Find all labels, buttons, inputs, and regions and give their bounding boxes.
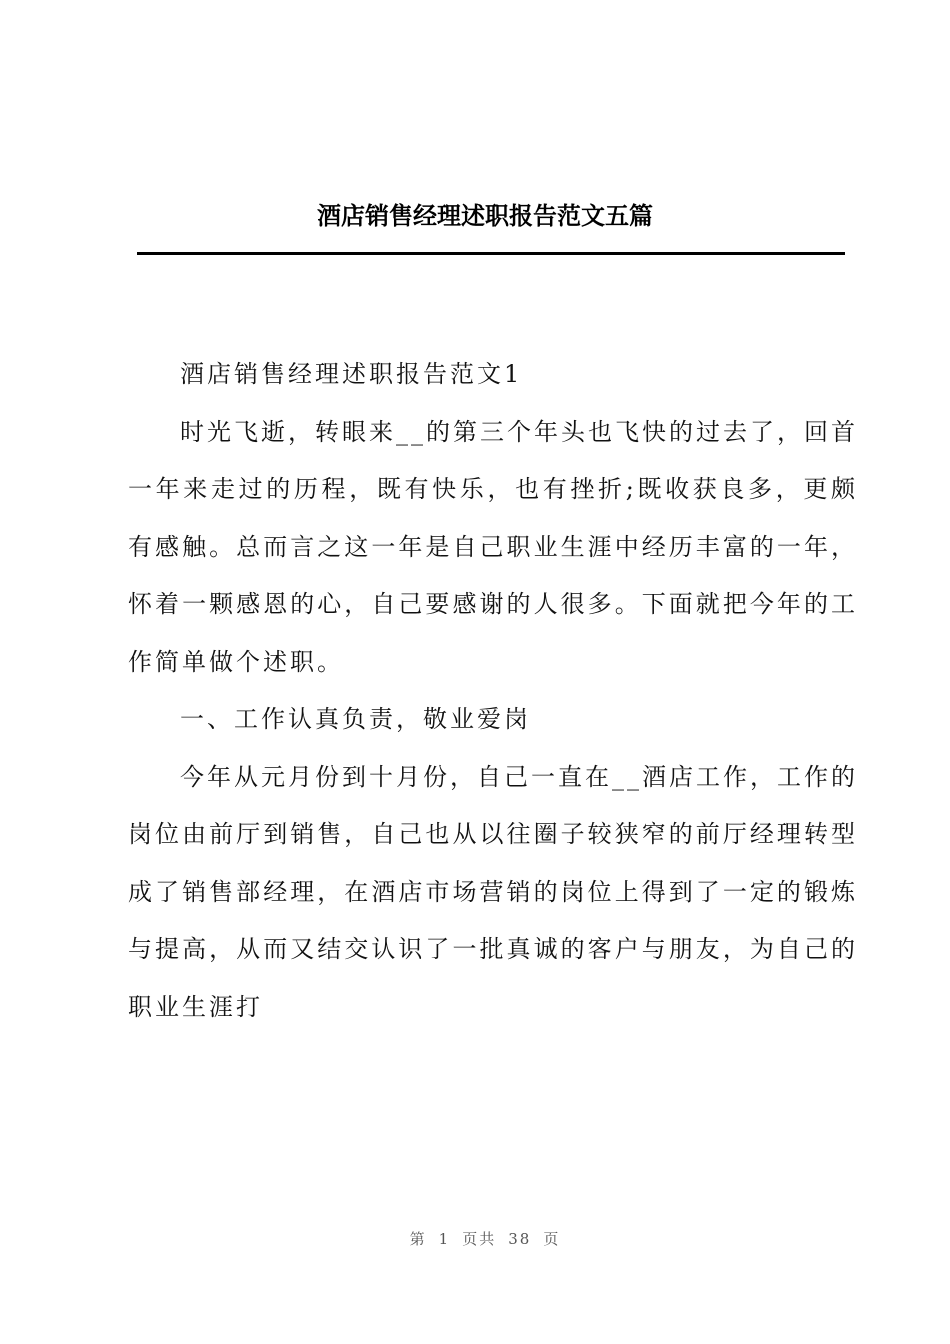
footer-label: 第 — [409, 1230, 427, 1248]
title-divider — [137, 252, 845, 255]
footer-label: 页 — [543, 1230, 561, 1248]
section-heading: 酒店销售经理述职报告范文1 — [180, 360, 523, 388]
body-paragraph: 今年从元月份到十月份，自己一直在__酒店工作，工作的岗位由前厅到销售，自己也从以往圈子较狭窄的前厅经理转型成了销售部经理，在酒店市场营销的岗位上得到了一定的锻炼与提高，从而又结交认识了一批真诚的客户与朋友，为自己的职业生涯打 — [128, 762, 858, 1021]
page-number: 1 — [438, 1230, 451, 1248]
page-footer — [0, 1228, 950, 1249]
page-total: 38 — [508, 1230, 532, 1248]
subsection-heading: 一、工作认真负责，敬业爱岗 — [180, 705, 531, 733]
footer-label: 页共 — [462, 1230, 497, 1248]
body-paragraph: 时光飞逝，转眼来__的第三个年头也飞快的过去了，回首一年来走过的历程，既有快乐，也有挫折;既收获良多，更颇有感触。总而言之这一年是自己职业生涯中经历丰富的一年，怀着一颗感恩的心，自己要感谢的人很多。下面就把今年的工作简单做个述职。 — [128, 417, 858, 676]
document-body — [128, 346, 858, 1036]
document-title: 酒店销售经理述职报告范文五篇 — [317, 201, 653, 230]
